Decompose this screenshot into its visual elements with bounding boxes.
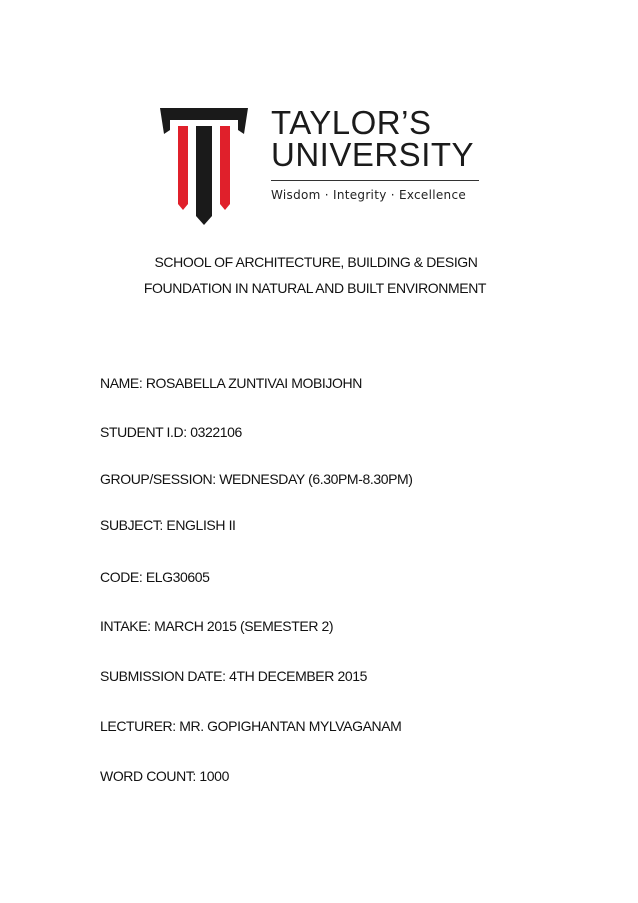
lecturer: LECTURER: MR. GOPIGHANTAN MYLVAGANAM bbox=[100, 718, 402, 734]
wordmark-line-2: UNIVERSITY bbox=[271, 136, 475, 173]
university-tagline: Wisdom · Integrity · Excellence bbox=[271, 188, 467, 202]
university-wordmark bbox=[271, 104, 486, 202]
wordmark-divider bbox=[271, 180, 479, 181]
taylors-university-logo bbox=[158, 104, 488, 226]
subject: SUBJECT: ENGLISH II bbox=[100, 517, 236, 533]
wordmark-line-1: TAYLOR’S bbox=[271, 104, 432, 141]
group-session: GROUP/SESSION: WEDNESDAY (6.30PM-8.30PM) bbox=[100, 471, 413, 487]
word-count: WORD COUNT: 1000 bbox=[100, 768, 229, 784]
programme-name: FOUNDATION IN NATURAL AND BUILT ENVIRONMENT bbox=[143, 280, 487, 296]
intake: INTAKE: MARCH 2015 (SEMESTER 2) bbox=[100, 618, 334, 634]
school-name: SCHOOL OF ARCHITECTURE, BUILDING & DESIGN bbox=[154, 254, 478, 270]
course-code: CODE: ELG30605 bbox=[100, 569, 210, 585]
student-name: NAME: ROSABELLA ZUNTIVAI MOBIJOHN bbox=[100, 375, 362, 391]
student-id: STUDENT I.D: 0322106 bbox=[100, 424, 242, 440]
submission-date: SUBMISSION DATE: 4TH DECEMBER 2015 bbox=[100, 668, 367, 684]
university-crest-icon bbox=[158, 104, 250, 226]
